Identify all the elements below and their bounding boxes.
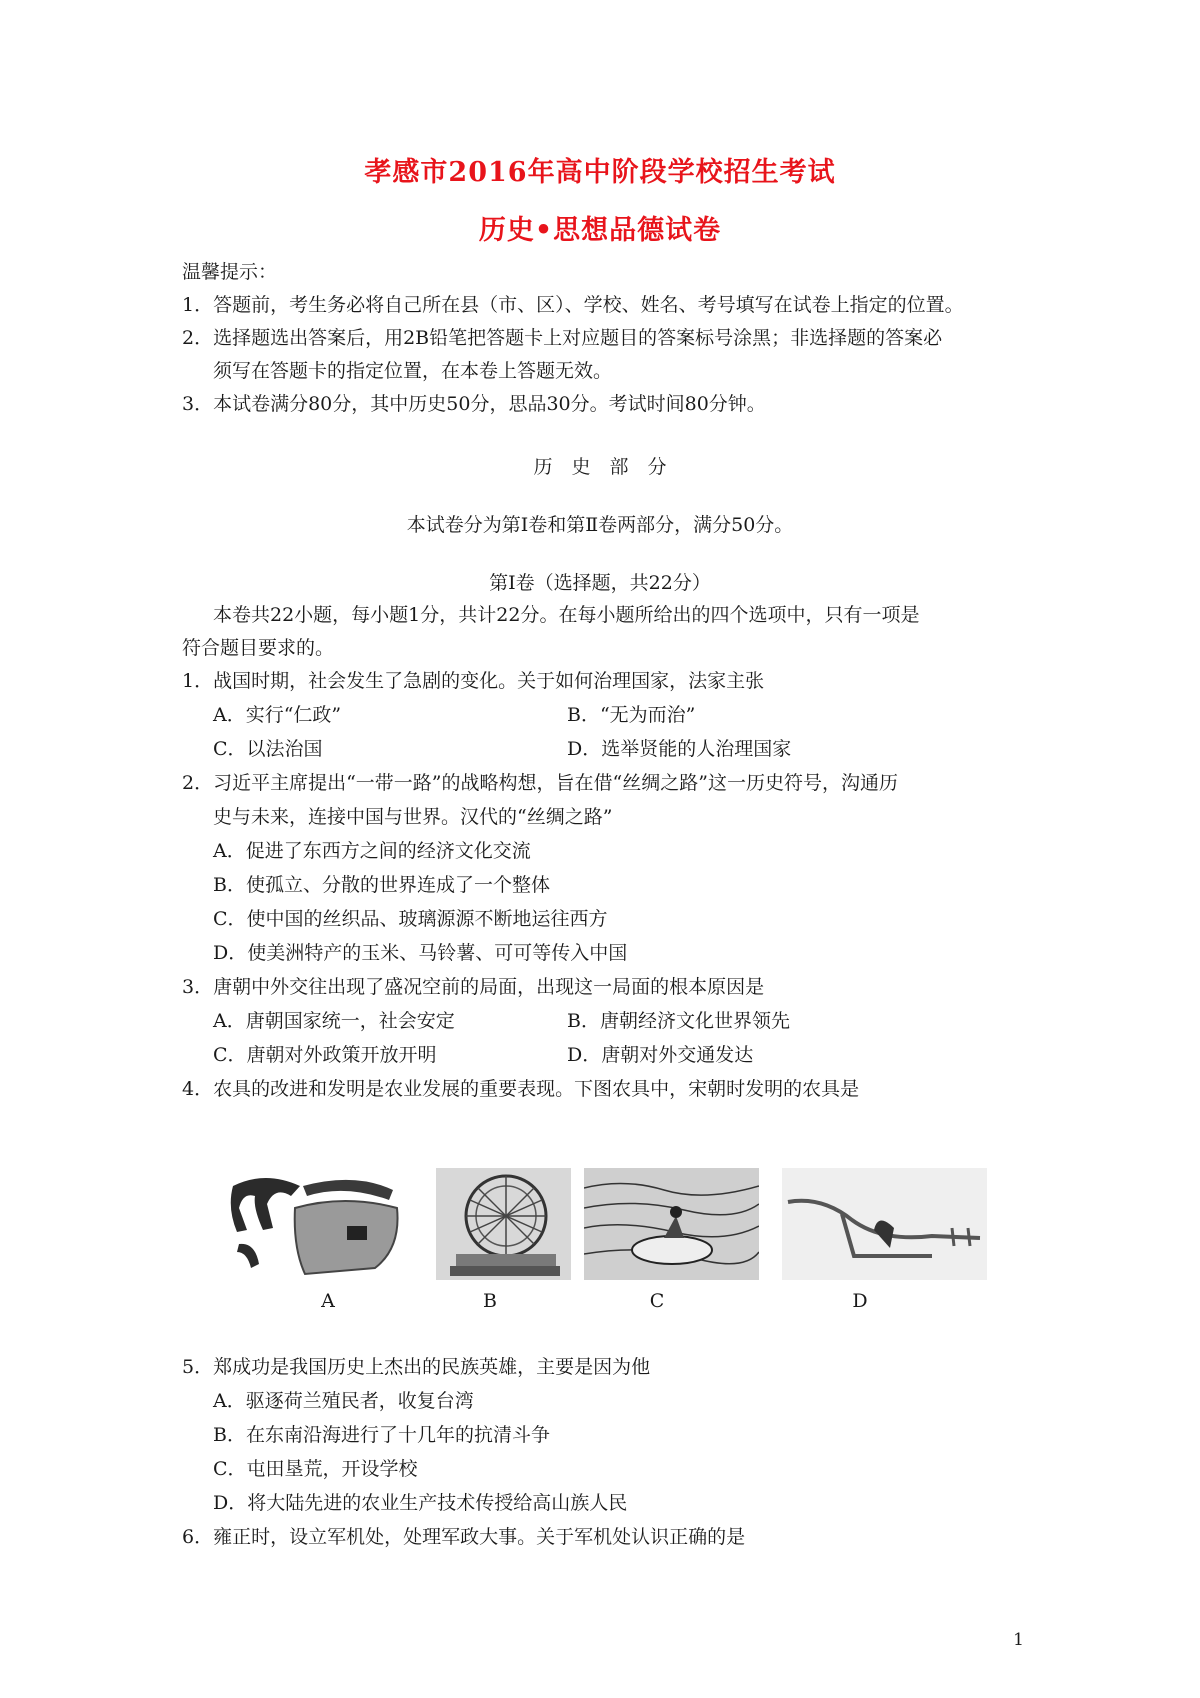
question-1-stem: 1．战国时期，社会发生了急剧的变化。关于如何治理国家，法家主张 bbox=[182, 670, 765, 692]
figure-d-curved-plough-image bbox=[782, 1168, 987, 1280]
page-number: 1 bbox=[1013, 1630, 1024, 1650]
question-5-stem: 5．郑成功是我国历史上杰出的民族英雄，主要是因为他 bbox=[182, 1356, 651, 1378]
question-1-option-c: C．以法治国 bbox=[213, 738, 323, 760]
question-5-option-b: B．在东南沿海进行了十几年的抗清斗争 bbox=[213, 1424, 550, 1446]
question-2-stem: 2．习近平主席提出“一带一路”的战略构想，旨在借“丝绸之路”这一历史符号，沟通历 bbox=[182, 772, 898, 794]
figure-a-plough-share-image bbox=[225, 1168, 430, 1280]
question-1-option-a: A．实行“仁政” bbox=[213, 704, 342, 726]
figure-b-water-wheel-image bbox=[436, 1168, 571, 1280]
question-6-stem: 6．雍正时，设立军机处，处理军政大事。关于军机处认识正确的是 bbox=[182, 1526, 746, 1548]
question-1-option-b: B．“无为而治” bbox=[567, 704, 696, 726]
question-3-option-b: B．唐朝经济文化世界领先 bbox=[567, 1010, 790, 1032]
figure-b-label: B bbox=[483, 1290, 497, 1312]
question-3-stem: 3．唐朝中外交往出现了盛况空前的局面，出现这一局面的根本原因是 bbox=[182, 976, 765, 998]
question-5-option-c: C．屯田垦荒，开设学校 bbox=[213, 1458, 418, 1480]
part-intro: 符合题目要求的。 bbox=[182, 637, 335, 659]
question-1-option-d: D．选举贤能的人治理国家 bbox=[567, 738, 792, 760]
tip-item: 2．选择题选出答案后，用2B铅笔把答题卡上对应题目的答案标号涂黑；非选择题的答案必 bbox=[182, 327, 943, 349]
figure-a-label: A bbox=[321, 1290, 335, 1312]
question-3-option-c: C．唐朝对外政策开放开明 bbox=[213, 1044, 437, 1066]
question-2-option-d: D．使美洲特产的玉米、马铃薯、可可等传入中国 bbox=[213, 942, 628, 964]
exam-subtitle: 历史•思想品德试卷 bbox=[478, 215, 722, 246]
tips-heading: 温馨提示： bbox=[182, 261, 278, 283]
section-note: 本试卷分为第Ⅰ卷和第Ⅱ卷两部分，满分50分。 bbox=[406, 514, 794, 536]
question-3-option-d: D．唐朝对外交通发达 bbox=[567, 1044, 754, 1066]
tip-item: 须写在答题卡的指定位置，在本卷上答题无效。 bbox=[213, 360, 613, 382]
question-4-stem: 4．农具的改进和发明是农业发展的重要表现。下图农具中，宋朝时发明的农具是 bbox=[182, 1078, 860, 1100]
part-title: 第Ⅰ卷（选择题，共22分） bbox=[489, 572, 711, 594]
tip-item: 1．答题前，考生务必将自己所在县（市、区）、学校、姓名、考号填写在试卷上指定的位置。 bbox=[182, 294, 964, 316]
question-2-stem: 史与未来，连接中国与世界。汉代的“丝绸之路” bbox=[213, 806, 613, 828]
exam-title: 孝感市2016年高中阶段学校招生考试 bbox=[364, 157, 836, 188]
section-heading: 历 史 部 分 bbox=[533, 456, 667, 478]
question-5-option-d: D．将大陆先进的农业生产技术传授给高山族人民 bbox=[213, 1492, 628, 1514]
question-2-option-c: C．使中国的丝织品、玻璃源源不断地运往西方 bbox=[213, 908, 608, 930]
question-5-option-a: A．驱逐荷兰殖民者，收复台湾 bbox=[213, 1390, 474, 1412]
tip-item: 3．本试卷满分80分，其中历史50分，思品30分。考试时间80分钟。 bbox=[182, 393, 766, 415]
question-2-option-b: B．使孤立、分散的世界连成了一个整体 bbox=[213, 874, 550, 896]
question-3-option-a: A．唐朝国家统一，社会安定 bbox=[213, 1010, 455, 1032]
figure-d-label: D bbox=[852, 1290, 868, 1312]
question-2-option-a: A．促进了东西方之间的经济文化交流 bbox=[213, 840, 531, 862]
figure-c-label: C bbox=[649, 1290, 665, 1312]
part-intro: 本卷共22小题，每小题1分，共计22分。在每小题所给出的四个选项中，只有一项是 bbox=[213, 604, 920, 626]
figure-c-farming-painting-image bbox=[584, 1168, 759, 1280]
